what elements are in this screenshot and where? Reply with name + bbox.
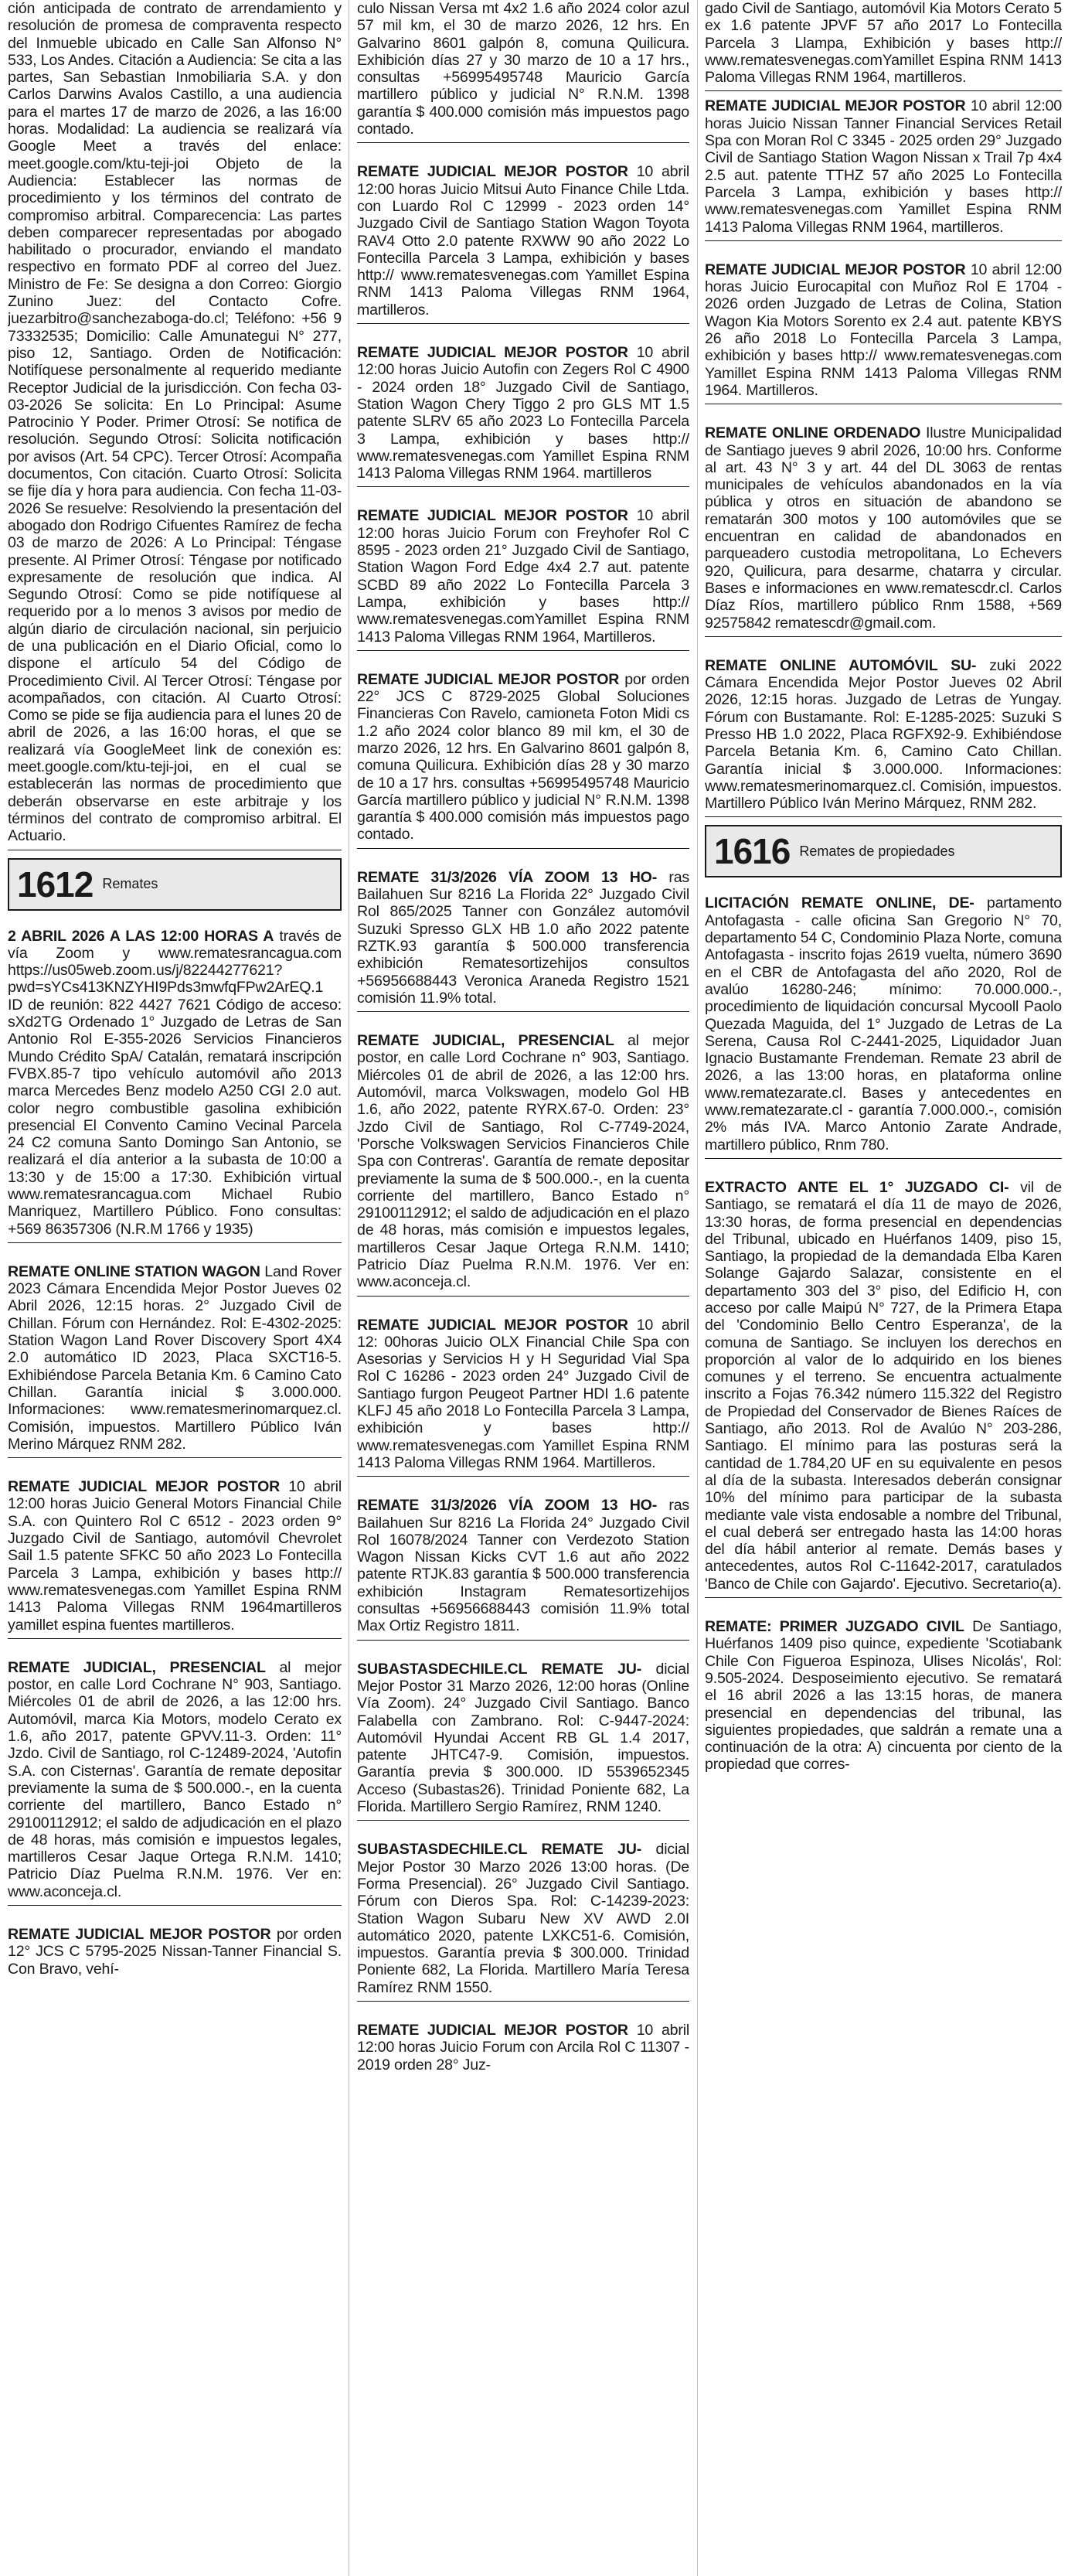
classified-ad: [8, 1659, 342, 1906]
ad-heading: REMATE JUDICIAL MEJOR POSTOR: [357, 2021, 628, 2039]
section-header-remates: [8, 858, 342, 911]
ad-body: 10 abril 12:00 horas Juicio Autofin con Zegers Rol C 4900 - 2024 orden 18° Juzgado Civil de Santiago, Station Wagon Chery Tiggo 2 pro GLS MT 1.5 patente SLRV 65 año 2023 Lo Fontecilla Parcela 3 Lampa, exhibición y bases http:// www.rematesvenegas.com Yamillet Espina RNM 1413 Paloma Villegas RNM 1964. martilleros: [357, 344, 689, 482]
ad-heading: REMATE JUDICIAL MEJOR POSTOR: [357, 507, 628, 525]
ad-heading: REMATE ONLINE STATION WAGON: [8, 1262, 260, 1280]
column-divider: [697, 0, 698, 2576]
ad-body: zuki 2022 Cámara Encendida Mejor Postor Jueves 02 Abril 2026, 12:15 horas. Juzgado de Letras de Yungay. Fórum con Bustamante. Rol: E-1285-2025: Suzuki S Presso HB 1.0 2022, Placa RGFX92-9. Exhibiéndose Parcela Betania Km. 6, Camino Cato Chillan. Garantía inicial $ 3.000.000. Informaciones: www.rematesmerinomarquez.cl. Comisión, impuestos. Martillero Público Iván Merino Márquez, RNM 282.: [705, 656, 1062, 813]
ad-heading: SUBASTASDECHILE.CL REMATE JU-: [357, 1841, 642, 1859]
ad-heading: REMATE JUDICIAL MEJOR POSTOR: [357, 670, 620, 688]
classified-ad: [357, 1661, 689, 1821]
ad-heading: REMATE JUDICIAL MEJOR POSTOR: [8, 1925, 271, 1943]
classified-ad: [705, 1179, 1062, 1598]
classified-ad: [357, 2022, 689, 2078]
ad-body: ción anticipada de contrato de arrendamiento y resolución de promesa de compraventa respecto del Inmueble ubicado en Calle San Alfonso N° 533, Los Andes. Citación a Audiencia: Se cita a las partes, San Sebastian Inmobiliaria S.A. y don Carlos Darwins Avalos Castillo, a una audiencia para el martes 17 de marzo de 2026, a las 16:00 horas. Modalidad: La audiencia se realizará vía Google Meet a través del enlace: meet.google.com/ktu-teji-joi Objeto de la Audiencia: Establecer las normas de procedimiento y los términos del contrato de compromiso arbitral. Comparecencia: Las partes deben comparecer representadas por abogado habilitado o procurador, enviando el mandato respectivo en formato PDF al correo del Juez. Ministro de Fe: Se designa a don Correo: Giorgio Zunino Juez: del Contacto Cofre. juezarbitro@sanchezaboga-do.cl; Teléfono: +56 9 73332535; Domicilio: Calle Amunategui N° 277, piso 12, Santiago. Orden de Notificación: Notifíquese personalmente al requerido mediante Receptor Judicial de la jurisdicción. Con fecha 03-03-2026 Se solicita: En Lo Principal: Asume Patrocinio Y Poder. Primer Otrosí: Se notifica de resolución. Segundo Otrosí: Solicita notificación por avisos (Art. 54 CPC). Tercer Otrosí: Acompaña documentos, Con citación. Cuarto Otrosí: Solicita se fije día y hora para audiencia. Con fecha 11-03-2026 Se resuelve: Resolviendo la presentación del abogado don Rodrigo Cifuentes Ramírez de fecha 03 de marzo de 2026: A Lo Principal: Téngase presente. Al Primer Otrosí: Téngase por notificado expresamente de resolución que indica. Al Segundo Otrosí: Como se pide notifíquese al requerido por a lo menos 3 avisos por medio de algún diario de circulación nacional, sin perjuicio de una publicación en el Diario Oficial, como lo dispone el artículo 54 del Código de Procedimiento Civil. Al Tercer Otrosí: Téngase por acompañados, con citación. Al Cuarto Otrosí: Como se pide se fija audiencia para el lunes 20 de abril de 2026, a las 16:00 horas, el que se realizará vía GoogleMeet link de conexión es: meet.google.com/ktu-teji-joi, en el cual se establecerán las normas de procedimiento que deberán observarse en este arbitraje y los términos del contrato de compromiso arbitral. El Actuario.: [8, 0, 342, 845]
ad-body: al mejor postor, en calle Lord Cochrane n° 903, Santiago. Miércoles 01 de abril de 2026, a las 12:00 hrs. Automóvil, marca Volkswagen, modelo Gol HB 1.6, año 2022, patente RYRX.67-0. Orden: 23° Jzdo Civil de Santiago, Rol C-7749-2024, 'Porsche Volkswagen Servicios Financieros Chile Spa con Contreras'. Garantía de remate depositar previamente la suma de $ 500.000.-, en la cuenta corriente del martillero, Banco Estado n° 29100112912; el saldo de adjudicación en el plazo de 48 horas, más comisión e impuestos legales, martilleros Cesar Jaque Ortega R.N.M. 1410; Patricio Díaz Puelma R.N.M. 1976. Ver en: www.aconceja.cl.: [357, 1032, 689, 1291]
classified-ad: [705, 894, 1062, 1158]
ad-body: 10 abril 12:00 horas Juicio Mitsui Auto Finance Chile Ltda. con Luardo Rol C 12999 - 2023 orden 14° Juzgado Civil de Santiago Station Wagon Toyota RAV4 Otto 2.0 patente RXWW 90 año 2022 Lo Fontecilla Parcela 3 Lampa, exhibición y bases http:// www.rematesvenegas.com Yamillet Espina RNM 1413 Paloma Villegas RNM 1964, martilleros.: [357, 163, 689, 319]
ad-heading: REMATE JUDICIAL MEJOR POSTOR: [357, 1316, 628, 1334]
ad-heading: REMATE 31/3/2026 VÍA ZOOM 13 HO-: [357, 868, 658, 886]
ad-heading: REMATE JUDICIAL MEJOR POSTOR: [357, 344, 628, 362]
ad-body: gado Civil de Santiago, automóvil Kia Motors Cerato 5 ex 1.6 patente JPVF 57 año 2017 Lo Fontecilla Parcela 3 Llampa, Exhibición y bases http:// www.rematesvenegas.comYamillet Espina RNM 1413 Paloma Villegas RNM 1964, martilleros.: [705, 0, 1062, 87]
ad-body: través de vía Zoom y www.rematesrancagua.com https://us05web.zoom.us/j/82244277621?pwd=sYCs413KNZYHI9Pds3mwfqFPw2ArEQ.1 ID de reunión: 822 4427 7621 Código de acceso: sXd2TG Ordenado 1° Juzgado de Letras de San Antonio Rol E-355-2026 Servicios Financieros Mundo Crédito SpA/ Catalán, rematará inscripción FVBX.85-7 tipo vehículo automóvil año 2013 marca Mercedes Benz modelo A250 CGI 2.0 aut. color negro combustible gasolina exhibición presencial El Convento Camino Vecinal Parcela 24 C2 comuna Santo Domingo San Antonio, se realizará el día anterior a la subasta de 10:00 a 13:30 y de 15:00 a 17:30. Exhibición virtual www.rematesrancagua.com Michael Rubio Manriquez, Martillero Público. Fono consultas: +569 86357306 (N.R.M 1766 y 1935): [8, 927, 342, 1238]
ad-heading: REMATE JUDICIAL MEJOR POSTOR: [705, 97, 966, 115]
section-number: 1616: [714, 831, 791, 872]
ad-body: vil de Santiago, se rematará el día 11 de mayo de 2026, 13:30 horas, de forma presencial en dependencias del Tribunal, ubicado en Huérfanos 1409, piso 15, Santiago, la propiedad de la demandada Elba Karen Solange Gajardo Salazar, consistente en el departamento 303 del 3° piso, del Edificio H, con acceso por calle Maipú N° 727, de la Primera Etapa del 'Condominio Bello Centro Esperanza', de la comuna de Santiago. Se incluyen los derechos en proporción al valor de lo adquirido en los bienes comunes y el terreno. Se encuentra actualmente inscrito a Fojas 76.342 número 115.322 del Registro de Propiedad del Conservador de Bienes Raíces de Santiago, año 2013. Rol de Avalúo N° 203-286, Santiago. El mínimo para las posturas será la cantidad de 1.784,20 UF en su equivalente en pesos al día de la subasta. Interesados deberán consignar 10% del mínimo para participar de la subasta mediante vale vista endosable a nombre del Tribunal, el cual deberá ser entregado hasta las 14:00 horas del día hábil anterior al remate. Demás bases y antecedentes, autos Rol C-11642-2017, caratulados 'Banco de Chile con Gajardo'. Ejecutivo. Secretario(a).: [705, 1178, 1062, 1593]
section-number: 1612: [17, 864, 94, 905]
ad-body: Ilustre Municipalidad de Santiago jueves 9 abril 2026, 10:00 hrs. Conforme al art. 43 N° 3 y art. 44 del DL 3063 de rentas municipales de vehículos abandonados en la vía pública y otros en situación de abandono se rematarán 300 motos y 100 automóviles que se encuentran en calidad de abandonados en parqueadero custodia metropolitana, Lo Echevers 920, Quilicura, para desarme, chatarra y circular. Bases e informaciones en www.rematescdr.cl. Carlos Díaz Ríos, martillero público Rnm 1588, +569 92575842 rematescdr@gmail.com.: [705, 424, 1062, 632]
classified-ad: [357, 1032, 689, 1296]
classified-ad: [357, 869, 689, 1012]
classified-ad: [8, 928, 342, 1243]
ad-body: dicial Mejor Postor 31 Marzo 2026, 12:00 horas (Online Vía Zoom). 24° Juzgado Civil Santiago. Banco Falabella con Zambrano. Rol: C-9447-2024: Automóvil Hyundai Accent RB GL 1.4 2017, patente JHTC47-9. Comisión, impuestos. Garantía previa $ 300.000. ID 5539652345 Acceso (Subastas26). Trinidad Poniente 682, La Florida. Martillero Sergio Ramírez, RNM 1240.: [357, 1660, 689, 1816]
ad-heading: REMATE JUDICIAL, PRESENCIAL: [8, 1658, 266, 1676]
ad-body: por orden 22° JCS C 8729-2025 Global Soluciones Financieras Con Ravelo, camioneta Foton Midi cs 1.2 año 2024 color blanco 89 mil km, el 30 de marzo 2026, 12 hrs. En Galvarino 8601 galpón 8, comuna Quilicura. Exhibición días 28 y 30 marzo de 10 a 17 hrs. consultas +56995495748 Mauricio García martillero público y judicial N° R.N.M. 1398 garantía $ 400.000 comisión más impuestos pago contado.: [357, 670, 689, 843]
ad-body: 10 abril 12: 00horas Juicio OLX Financial Chile Spa con Asesorias y Servicios H y H Seguridad Vial Spa Rol C 16286 - 2023 orden 24° Juzgado Civil de Santiago furgon Peugeot Partner HDI 1.6 patente KLFJ 45 año 2018 Lo Fontecilla Parcela 3 Lampa, exhibición y bases http:// www.rematesvenegas.com Yamillet Espina RNM 1413 Paloma Villegas RNM 1964. Martilleros.: [357, 1316, 689, 1471]
classified-ad: [357, 0, 689, 143]
ad-body: Land Rover 2023 Cámara Encendida Mejor Postor Jueves 02 Abril 2026, 12:15 horas. 2° Juzgado Civil de Chillan. Fórum con Hernández. Rol: E-4302-2025: Station Wagon Land Rover Discovery Sport 4X4 2.0 automático ID 2023, Placa SXCT16-5. Exhibiéndose Parcela Betania Km. 6 Camino Cato Chillan. Garantía inicial $ 3.000.000. Informaciones: www.rematesmerinomarquez.cl. Comisión, impuestos. Martillero Público Iván Merino Márquez RNM 282.: [8, 1262, 342, 1453]
classified-ad: [357, 671, 689, 849]
ad-heading: 2 ABRIL 2026 A LAS 12:00 HORAS A: [8, 927, 274, 945]
ad-body: 10 abril 12:00 horas Juicio Eurocapital con Muñoz Rol E 1704 - 2026 orden Juzgado de Letras de Colina, Station Wagon Kia Motors Sorento ex 2.4 aut. patente KBYS 26 año 2018 Lo Fontecilla Parcela 3 Lampa, exhibición y bases http:// www.rematesvenegas.com Yamillet Espina RNM 1413 Paloma Villegas RNM 1964. Martilleros.: [705, 261, 1062, 399]
section-label: Remates de propiedades: [799, 843, 955, 859]
ad-body: ras Bailahuen Sur 8216 La Florida 22° Juzgado Civil Rol 865/2025 Tanner con González automóvil Suzuki Spresso GLX HB 1.0 año 2022 patente RZTK.93 garantía $ 500.000 transferencia exhibición Rematesortizehijos consultos +56956688443 Veronica Araneda Registro 1521 comisión 11.9% total.: [357, 868, 689, 1007]
ad-body: 10 abril 12:00 horas Juicio Forum con Arcila Rol C 11307 - 2019 orden 28° Juz-: [357, 2021, 689, 2073]
ad-heading: REMATE JUDICIAL MEJOR POSTOR: [357, 163, 628, 181]
ad-body: por orden 12° JCS C 5795-2025 Nissan-Tanner Financial S. Con Bravo, vehí-: [8, 1925, 342, 1978]
ad-heading: REMATE ONLINE AUTOMÓVIL SU-: [705, 656, 977, 674]
ad-body: 10 abril 12:00 horas Juicio Nissan Tanner Financial Services Retail Spa con Moran Rol C 3345 - 2025 orden 29° Juzgado Civil de Santiago Station Wagon Nissan x Trail 7p 4x4 2.5 aut. patente TTHZ 57 año 2025 Lo Fontecilla Parcela 3 Lampa, exhibición y bases http:// www.rematesvenegas.com Yamillet Espina RNM 1413 Paloma Villegas RNM 1964, martilleros.: [705, 97, 1062, 236]
column-1: [8, 0, 342, 2576]
ad-heading: REMATE JUDICIAL MEJOR POSTOR: [705, 261, 966, 278]
ad-body: ras Bailahuen Sur 8216 La Florida 24° Juzgado Civil Rol 16078/2024 Tanner con Verdezoto Station Wagon Nissan Kicks CVT 1.6 aut año 2022 patente RTJK.83 garantía $ 500.000 transferencia exhibición Instagram Rematesortizehijos consultas +56956688443 comisión 11.9% total Max Ortiz Registro 1811.: [357, 1497, 689, 1635]
ad-body: al mejor postor, en calle Lord Cochrane N° 903, Santiago. Miércoles 01 de abril de 2026, a las 12:00 hrs. Automóvil, marca Kia Motors, modelo Cerato ex 1.6, año 2017, patente GPVV.11-3. Orden: 11° Jzdo. Civil de Santiago, rol C-12489-2024, 'Autofin S.A. con Cisternas'. Garantía de remate depositar previamente la suma de $ 500.000.-, en la cuenta corriente del martillero, Banco Estado n° 29100112912; el saldo de adjudicación en el plazo de 48 horas, más comisión e impuestos legales, martilleros Cesar Jaque Ortega R.N.M. 1410; Patricio Díaz Puelma R.N.M. 1976. Ver en: www.aconceja.cl.: [8, 1658, 342, 1900]
classified-ad: [8, 0, 342, 850]
column-3: [705, 0, 1062, 2576]
classified-ad: [357, 1841, 689, 2002]
classified-ad: [357, 163, 689, 324]
ad-body: dicial Mejor Postor 30 Marzo 2026 13:00 horas. (De Forma Presencial). 26° Juzgado Civil Santiago. Fórum con Dieros Spa. Rol: C-14239-2023: Station Wagon Subaru New XV AWD 2.0I automático 2020, patente LXKC51-6. Comisión, impuestos. Garantía previa $ 300.000. Trinidad Poniente 682, La Florida. Martillero María Teresa Ramírez RNM 1550.: [357, 1841, 689, 1996]
ad-heading: REMATE ONLINE ORDENADO: [705, 424, 921, 442]
ad-heading: EXTRACTO ANTE EL 1° JUZGADO CI-: [705, 1178, 1009, 1196]
classified-ad: [705, 657, 1062, 818]
classified-ad: [8, 1478, 342, 1639]
classified-ad: [705, 261, 1062, 404]
classified-ad: [357, 507, 689, 650]
ad-heading: REMATE JUDICIAL, PRESENCIAL: [357, 1032, 614, 1050]
ad-body: 10 abril 12:00 horas Juicio General Motors Financial Chile S.A. con Quintero Rol C 6512 - 2023 orden 9° Juzgado Civil de Santiago, automóvil Chevrolet Sail 1.5 patente SFKC 50 año 2023 Lo Fontecilla Parcela 3 Lampa, exhibición y bases http:// www.rematesvenegas.com Yamillet Espina RNM 1413 Paloma Villegas RNM 1964martilleros yamillet espina fuentes martilleros.: [8, 1478, 342, 1634]
classified-ad: [705, 424, 1062, 637]
classified-ad: [357, 1497, 689, 1640]
classified-ad: [8, 1263, 342, 1458]
classified-ad: [357, 344, 689, 487]
ad-heading: SUBASTASDECHILE.CL REMATE JU-: [357, 1660, 642, 1678]
ad-heading: REMATE JUDICIAL MEJOR POSTOR: [8, 1478, 281, 1496]
ad-body: partamento Antofagasta - calle oficina San Gregorio N° 70, departamento 54 C, Condominio Plaza Norte, comuna Antofagasta - inscrito fojas 2619 vuelta, número 3690 en el CBR de Antofagasta del año 2020, Rol de avalúo 16280-246; mínimo: 70.000.000.-, procedimiento de liquidación concursal Mycooll Paolo Quezada Maguida, del 1° Juzgado de Letras de La Serena, Causa Rol C-2441-2025, Liquidador Juan Ignacio Bustamante Frendeman. Remate 23 abril de 2026, a las 13:00 horas, en plataforma online www.rematezarate.cl. Bases y antecedentes en www.rematezarate.cl - garantía 7.000.000.-, comisión 2% más IVA. Marco Antonio Zarate Andrade, martillero público, Rnm 780.: [705, 894, 1062, 1153]
section-header-remates-de-propiedades: [705, 825, 1062, 877]
ad-heading: REMATE: PRIMER JUZGADO CIVIL: [705, 1618, 964, 1636]
ad-heading: REMATE 31/3/2026 VÍA ZOOM 13 HO-: [357, 1497, 658, 1515]
ad-heading: LICITACIÓN REMATE ONLINE, DE-: [705, 894, 974, 912]
classified-ad: [357, 1317, 689, 1477]
classified-ad: [705, 0, 1062, 91]
section-label: Remates: [102, 876, 158, 892]
classified-ad: [8, 1926, 342, 1982]
column-2: [357, 0, 689, 2576]
ad-body: De Santiago, Huérfanos 1409 piso quince, expediente 'Scotiabank Chile Con Figueroa Espinoza, Ulises Nicolás', Rol: 9.505-2024. Desposeimiento ejecutivo. Se rematará el 16 abril 2026 a las 13:15 horas, de manera presencial en dependencias del tribunal, las siguientes propiedades, que saldrán a remate una a continuación de la otra: A) cincuenta por ciento de la propiedad que corres-: [705, 1618, 1062, 1774]
ad-body: 10 abril 12:00 horas Juicio Forum con Freyhofer Rol C 8595 - 2023 orden 21° Juzgado Civil de Santiago, Station Wagon Ford Edge 4x4 2.7 aut. patente SCBD 89 año 2022 Lo Fontecilla Parcela 3 Lampa, exhibición y bases http:// www.rematesvenegas.comYamillet Espina RNM 1413 Paloma Villegas RNM 1964, Martilleros.: [357, 507, 689, 646]
ad-body: culo Nissan Versa mt 4x2 1.6 año 2024 color azul 57 mil km, el 30 de marzo 2026, 12 hrs. En Galvarino 8601 galpón 8, comuna Quilicura. Exhibición días 27 y 30 marzo de 10 a 17 hrs., consultas +56995495748 Mauricio García martillero público y judicial N° R.N.M. 1398 garantía $ 400.000 comisión más impuestos pago contado.: [357, 0, 689, 138]
classified-ad: [705, 1618, 1062, 1778]
classified-ad: [705, 97, 1062, 240]
